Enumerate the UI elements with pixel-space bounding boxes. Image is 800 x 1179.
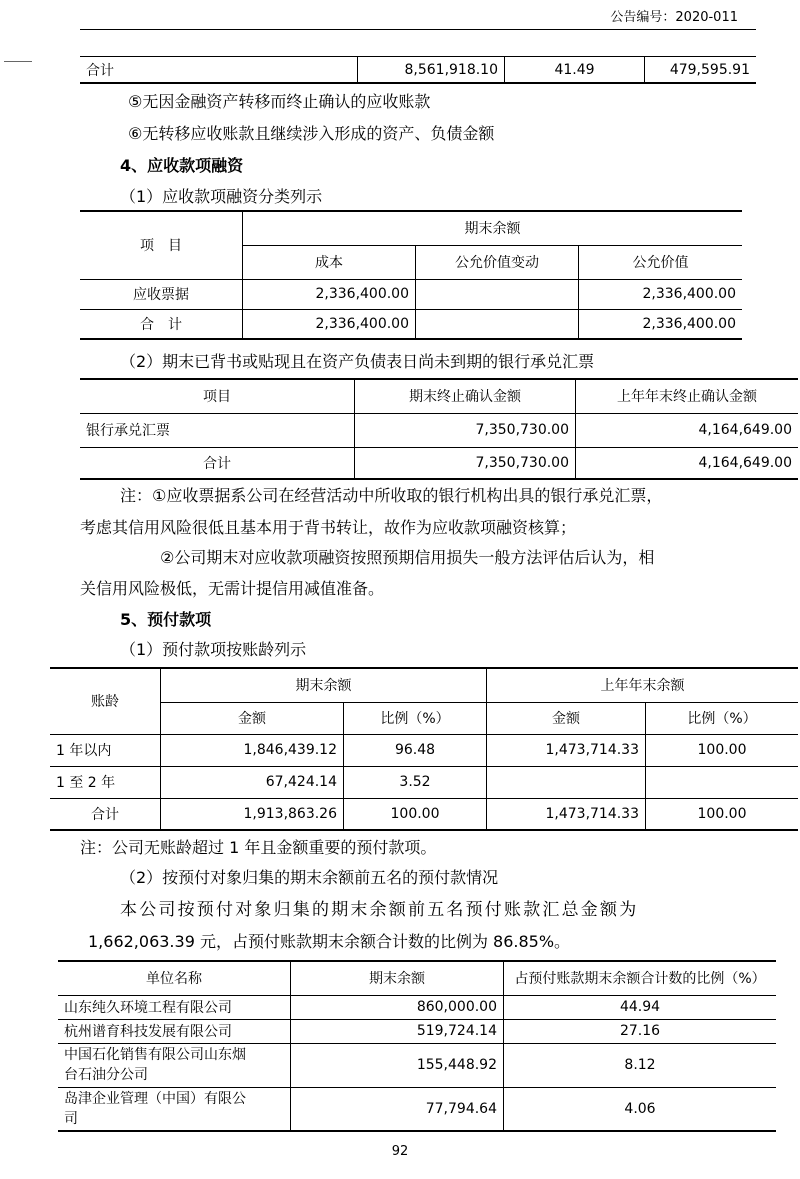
table-header: 期末终止确认金额 (355, 379, 576, 413)
table-cell: 7,350,730.00 (355, 447, 576, 479)
table-cell: 7,350,730.00 (355, 413, 576, 447)
table-header: 公允价值变动 (416, 245, 579, 279)
table-header: 账龄 (50, 668, 161, 734)
table-cell: 合计 (50, 798, 161, 830)
table-cell: 41.49 (505, 57, 645, 84)
table-row (58, 1019, 776, 1043)
note-line: ②公司期末对应收款项融资按照预期信用损失一般方法评估后认为，相 (160, 548, 655, 567)
table-cell: 3.52 (344, 766, 487, 798)
table-cell: 1,913,863.26 (161, 798, 344, 830)
table-row (50, 734, 798, 766)
company-name-line: 岛津企业管理（中国）有限公 (64, 1090, 246, 1107)
prev-table-total (80, 56, 756, 84)
table-cell: 8.12 (624, 1057, 656, 1073)
document-number: 公告编号：2020-011 (610, 10, 738, 25)
table-cell: 2,336,400.00 (243, 279, 416, 309)
table-cell: 合 计 (80, 309, 243, 339)
subsection-title: （1）应收款项融资分类列示 (120, 187, 323, 206)
table-cell: 77,794.64 (291, 1087, 504, 1131)
body-text: 1,662,063.39 元，占预付账款期末余额合计数的比例为 86.85%。 (88, 932, 571, 951)
table-cell: 1,473,714.33 (487, 798, 646, 830)
table-header: 期末余额 (161, 668, 487, 702)
table-cell: 山东纯久环境工程有限公司 (58, 995, 291, 1019)
table-header: 上年年末终止确认金额 (617, 389, 757, 406)
receivables-financing-table (80, 210, 742, 340)
table-row (58, 1087, 776, 1131)
section-title: 5、预付款项 (120, 610, 212, 629)
note-line: 注：公司无账龄超过 1 年且金额重要的预付款项。 (80, 838, 437, 857)
table-cell: 银行承兑汇票 (80, 413, 355, 447)
table-cell: 4,164,649.00 (698, 454, 792, 471)
subsection-title: （2）按预付对象归集的期末余额前五名的预付款情况 (120, 868, 499, 887)
note-line: 关信用风险极低，无需计提信用减值准备。 (80, 579, 385, 598)
table-cell: 100.00 (697, 805, 747, 822)
table-cell: 应收票据 (80, 279, 243, 309)
table-cell (416, 309, 579, 339)
table-header: 公允价值 (632, 255, 689, 271)
table-cell: 2,336,400.00 (642, 286, 736, 302)
table-header: 占预付账款期末余额合计数的比例（%） (514, 971, 766, 988)
table-header: 期末余额 (291, 961, 504, 995)
table-cell: 100.00 (344, 798, 487, 830)
header-rule (80, 29, 756, 30)
table-cell: 44.94 (619, 999, 661, 1015)
table-header: 上年年末余额 (487, 668, 799, 702)
table-row (80, 447, 798, 479)
table-row (50, 766, 798, 798)
table-row (80, 413, 798, 447)
note-line: 注：①应收票据系公司在经营活动中所收取的银行机构出具的银行承兑汇票， (120, 486, 663, 505)
company-name-line: 中国石化销售有限公司山东烟 (64, 1047, 246, 1063)
table-row (58, 995, 776, 1019)
table-cell: 67,424.14 (161, 766, 344, 798)
table-cell: 杭州谱育科技发展有限公司 (58, 1019, 291, 1043)
table-row (80, 309, 742, 339)
top-five-prepayments-table (58, 960, 776, 1132)
table-cell (416, 279, 579, 309)
table-row (58, 1043, 776, 1087)
note-line: ⑤无因金融资产转移而终止确认的应收账款 (128, 92, 431, 111)
table-header: 期末余额 (243, 211, 743, 245)
table-cell: 合计 (86, 62, 114, 79)
table-cell: 27.16 (619, 1023, 661, 1039)
table-cell: 519,724.14 (291, 1019, 504, 1043)
table-cell (646, 766, 799, 798)
table-cell (58, 1087, 291, 1131)
table-cell: 2,336,400.00 (243, 309, 416, 339)
table-cell (58, 1043, 291, 1087)
table-cell (487, 766, 646, 798)
table-header: 项目 (80, 379, 355, 413)
section-title: 4、应收款项融资 (120, 156, 244, 175)
table-cell: 479,595.91 (645, 57, 757, 84)
prepayments-aging-table (50, 667, 798, 831)
table-cell: 1 年以内 (50, 734, 161, 766)
note-line: ⑥无转移应收账款且继续涉入形成的资产、负债金额 (128, 124, 495, 143)
subsection-title: （2）期末已背书或贴现且在资产负债表日尚未到期的银行承兑汇票 (120, 352, 595, 371)
table-header: 金额 (161, 702, 344, 734)
endorsed-bills-table (80, 378, 798, 480)
table-cell: 100.00 (697, 742, 747, 758)
company-name-line: 司 (64, 1110, 78, 1127)
table-header: 单位名称 (58, 961, 291, 995)
table-header: 成本 (243, 245, 416, 279)
table-cell: 860,000.00 (291, 995, 504, 1019)
table-row (80, 279, 742, 309)
table-cell: 1,846,439.12 (161, 734, 344, 766)
table-row (50, 798, 798, 830)
table-header: 比例（%） (344, 702, 487, 734)
table-header: 比例（%） (687, 711, 757, 727)
table-cell: 1 至 2 年 (50, 766, 161, 798)
subsection-title: （1）预付款项按账龄列示 (120, 640, 307, 659)
note-line: 考虑其信用风险很低且基本用于背书转让，故作为应收款项融资核算； (80, 518, 577, 537)
table-cell: 1,473,714.33 (487, 734, 646, 766)
table-cell: 155,448.92 (291, 1043, 504, 1087)
table-cell: 合计 (80, 447, 355, 479)
table-cell: 4.06 (624, 1100, 656, 1117)
margin-mark (4, 61, 32, 62)
table-header: 项 目 (80, 211, 243, 279)
page-number: 92 (391, 1144, 409, 1159)
body-text: 本公司按预付对象归集的期末余额前五名预付账款汇总金额为 (120, 900, 639, 920)
table-cell: 96.48 (344, 734, 487, 766)
table-header: 金额 (487, 702, 646, 734)
company-name-line: 台石油分公司 (64, 1067, 148, 1083)
table-cell: 8,561,918.10 (358, 57, 505, 84)
table-cell: 2,336,400.00 (642, 315, 736, 332)
table-cell: 4,164,649.00 (698, 422, 792, 438)
